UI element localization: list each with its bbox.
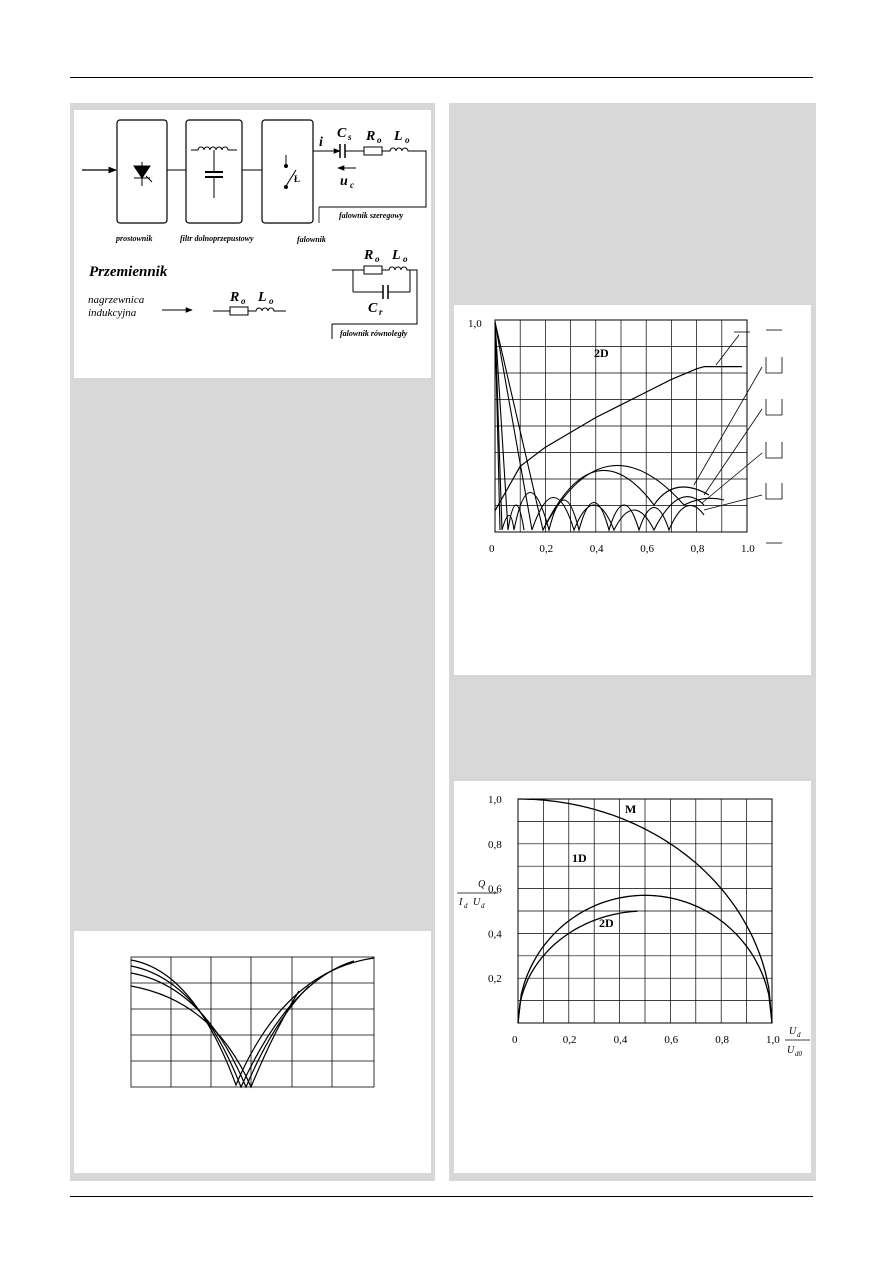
l-label: L: [394, 129, 403, 144]
series-inverter-caption: falownik szeregowy: [339, 211, 404, 220]
circuit-diagram-card: [74, 110, 431, 378]
reactive-label-1d: 1D: [572, 851, 587, 865]
series-inductor-icon: [319, 148, 426, 207]
harmonics-chart: [454, 305, 811, 675]
parallel-inverter-caption: falownik równoległy: [340, 329, 408, 338]
heater-resistor-icon: [230, 307, 248, 315]
current-label: i: [319, 135, 323, 150]
reactive-x-tick: 0,6: [664, 1034, 679, 1046]
series-resistor-icon: [364, 147, 382, 155]
harmonics-y-top-tick: 1,0: [468, 318, 482, 330]
svg-text:c: c: [350, 180, 354, 190]
harmonics-x-tick: 0,4: [589, 543, 604, 555]
svg-text:L: L: [258, 290, 267, 305]
reactive-chart: [454, 781, 811, 1173]
inverter-block: [262, 120, 313, 223]
svg-text:o: o: [241, 296, 246, 306]
svg-text:d: d: [464, 902, 468, 910]
harmonic-curve-arch-1: [514, 493, 704, 531]
switch-mark: Ł: [294, 174, 301, 184]
r-label: R: [366, 129, 376, 144]
svg-text:o: o: [269, 296, 274, 306]
footer-rule: [70, 1196, 813, 1197]
heater-line1: nagrzewnica: [88, 294, 145, 306]
svg-text:o: o: [403, 254, 408, 264]
harmonics-x-tick: 0,8: [690, 543, 705, 555]
svg-text:L: L: [392, 248, 401, 263]
circuit-diagram: [74, 110, 431, 378]
svg-text:U: U: [789, 1026, 797, 1037]
svg-text:s: s: [348, 132, 352, 142]
svg-text:d: d: [481, 902, 485, 910]
reactive-x-tick: 0,2: [562, 1034, 577, 1046]
svg-text:U: U: [787, 1045, 795, 1056]
rectifier-caption: prostownik: [116, 234, 153, 243]
uc-label: u: [340, 174, 348, 189]
harmonics-x-tick: 0,2: [539, 543, 554, 555]
inverter-caption: falownik: [297, 235, 326, 244]
reactive-x-tick: 1,0: [766, 1034, 780, 1046]
reactive-x-axis-label: [785, 1026, 810, 1058]
reactive-y-tick: 0,2: [488, 973, 502, 986]
svg-text:d: d: [797, 1031, 801, 1039]
reactive-y-tick: 0,4: [488, 928, 502, 941]
v-curves-chart: [74, 931, 431, 1173]
harmonics-chart-card: [454, 305, 811, 675]
reactive-label-m: M: [625, 802, 637, 816]
svg-text:r: r: [379, 307, 383, 317]
reactive-y-tick: 1,0: [488, 794, 502, 806]
harmonics-x-tick: 0: [489, 543, 495, 555]
reactive-x-tick: 0: [512, 1034, 518, 1046]
converter-title: Przemiennik: [89, 264, 168, 280]
svg-text:o: o: [377, 135, 382, 145]
reactive-y-tick: 0,6: [488, 883, 502, 896]
filter-caption: filtr dolnoprzepustowy: [180, 234, 254, 243]
cr-label: C: [368, 301, 378, 316]
thyristor-icon: [134, 162, 152, 186]
heater-inductor-icon: [248, 308, 286, 311]
reactive-label-2d: 2D: [599, 916, 614, 930]
harmonic-curve-2d: [495, 367, 742, 511]
v-curve-1: [131, 958, 374, 1085]
reactive-chart-card: [454, 781, 811, 1173]
v-curves-card: [74, 931, 431, 1173]
svg-text:I: I: [459, 897, 463, 908]
filter-inductor-icon: [191, 147, 237, 198]
svg-text:Q: Q: [478, 879, 486, 890]
svg-text:d0: d0: [795, 1050, 802, 1058]
harmonics-x-tick: 1.0: [741, 543, 755, 555]
svg-text:o: o: [405, 135, 410, 145]
svg-text:R: R: [364, 248, 374, 263]
reactive-x-tick: 0,4: [613, 1034, 628, 1046]
svg-text:U: U: [473, 897, 481, 908]
svg-text:R: R: [230, 290, 240, 305]
cs-label: C: [337, 126, 347, 141]
svg-text:o: o: [375, 254, 380, 264]
header-rule: [70, 77, 813, 78]
harmonics-2d-label: 2D: [594, 346, 609, 360]
heater-line2: indukcyjna: [88, 307, 137, 319]
harmonics-x-tick: 0,6: [640, 543, 654, 555]
reactive-x-tick: 0,8: [715, 1034, 729, 1046]
v-curve-3: [131, 973, 309, 1087]
reactive-y-tick: 0,8: [488, 838, 502, 851]
